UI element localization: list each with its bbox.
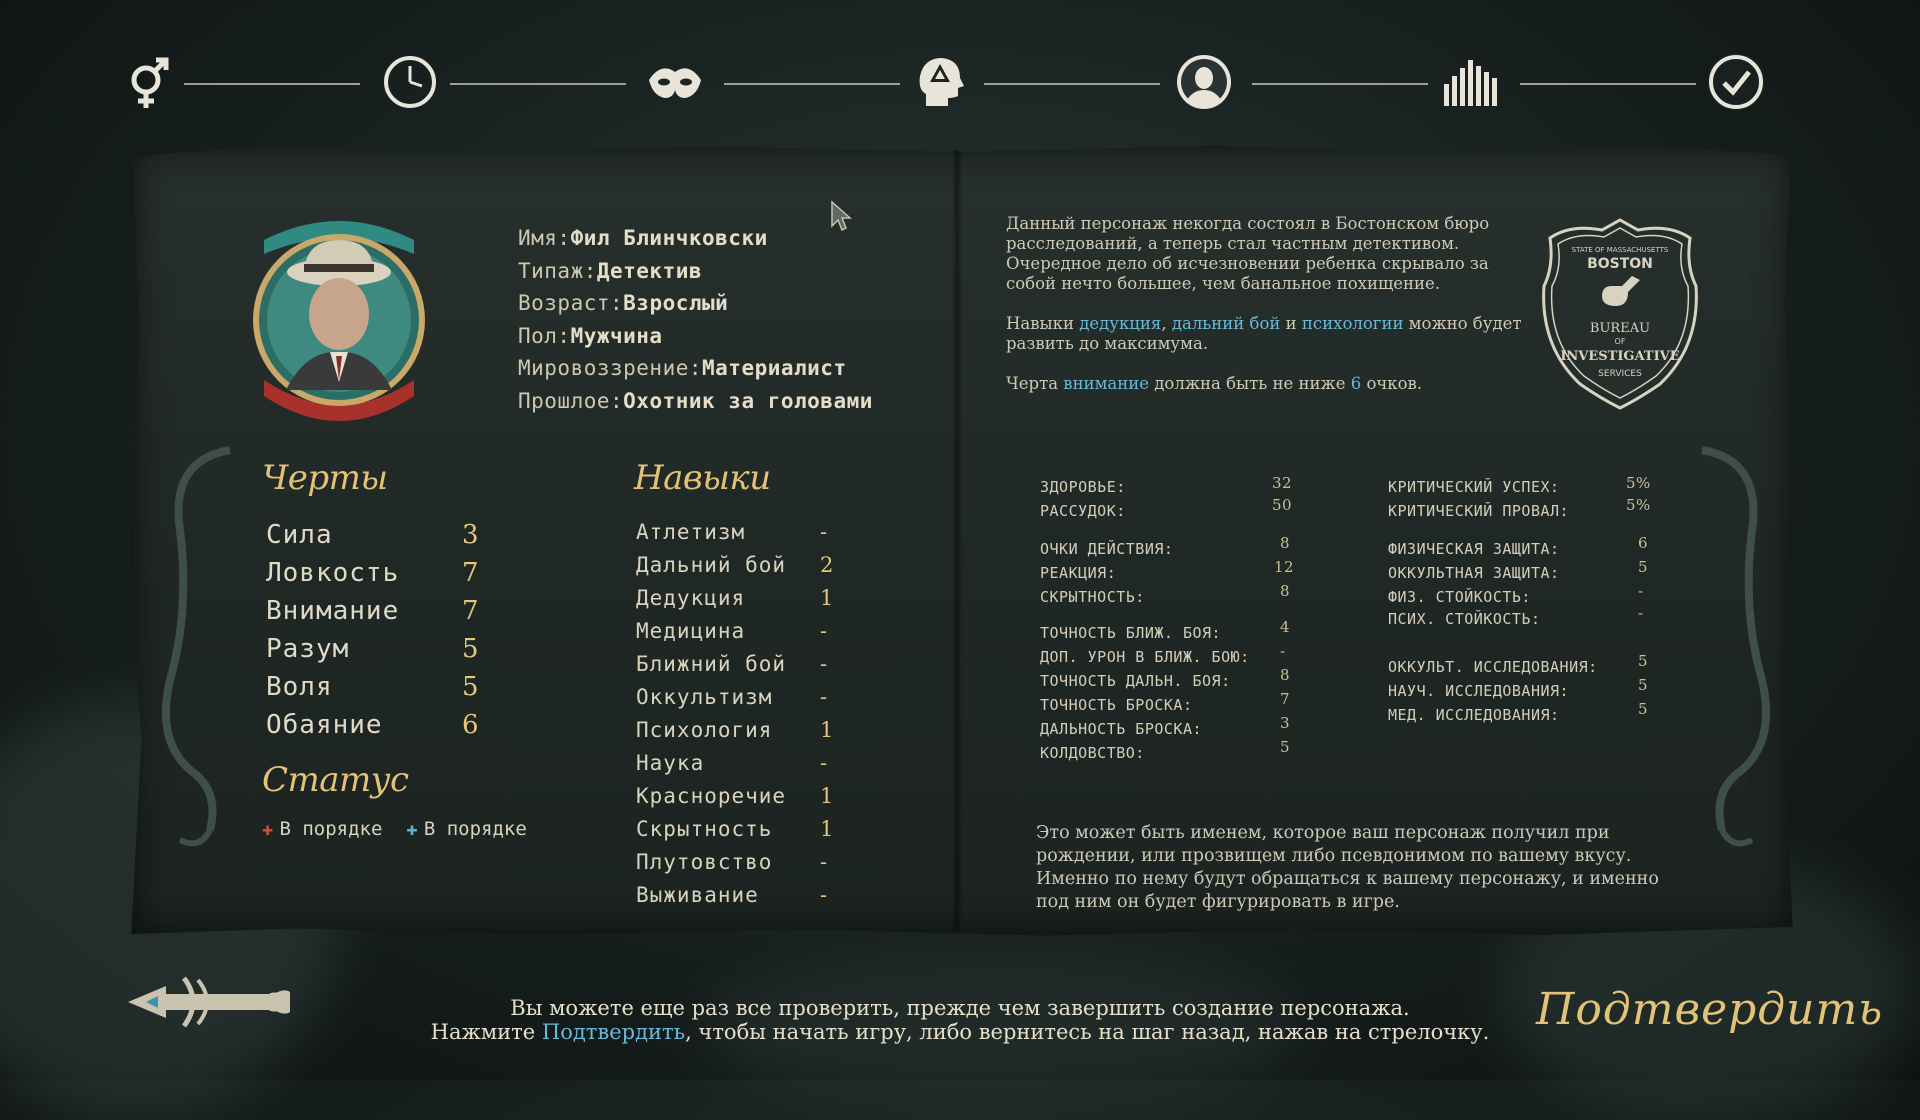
bar-chart-icon (1438, 50, 1502, 114)
step-stats[interactable] (1430, 42, 1510, 122)
step-connector (984, 83, 1160, 85)
text: можно будет развить до максимума. (1006, 314, 1522, 353)
text: , чтобы начать игру, либо вернитесь на шаг назад, нажав на стрелочку. (685, 1020, 1490, 1044)
plus-blue-icon: ✚ (406, 818, 418, 840)
trait-value: 5 (462, 634, 479, 664)
gender-icon (118, 50, 182, 114)
stat-row (1040, 496, 1293, 522)
stat-label: ФИЗ. СТОЙКОСТЬ: (1388, 588, 1531, 606)
page-fold (952, 150, 962, 930)
stat-label: ФИЗИЧЕСКАЯ ЗАЩИТА: (1388, 540, 1560, 558)
stat-value: 5 (1638, 676, 1649, 694)
stat-row (1388, 676, 1649, 702)
trait-value: 3 (462, 520, 479, 550)
stat-row (1388, 652, 1649, 678)
stat-value: 3 (1280, 714, 1291, 732)
ornament-swirl-left (150, 440, 240, 860)
skill-row (636, 713, 833, 746)
info-sex-row (518, 320, 873, 353)
text: очков. (1361, 374, 1423, 393)
step-portrait[interactable] (1164, 42, 1244, 122)
step-mind[interactable] (900, 42, 980, 122)
step-connector (450, 83, 626, 85)
trait-name: Воля (266, 672, 333, 702)
stat-value: 12 (1274, 558, 1295, 576)
name-help-text: Это может быть именем, которое ваш персонаж получил при рождении, или прозвищем либо псевдонимом по вашему вкусу. Именно по нему будут обращаться к вашему персонажу, и именно под ним он будет фигурировать в игре. (1036, 823, 1659, 912)
info-worldview-row (518, 352, 873, 385)
trait-row (266, 630, 479, 668)
skill-name: Плутовство (636, 849, 773, 874)
stat-label: ОККУЛЬТ. ИССЛЕДОВАНИЯ: (1388, 658, 1598, 676)
number-highlight: 6 (1350, 374, 1362, 393)
stat-row (1040, 558, 1295, 584)
skill-name: Оккультизм (636, 684, 773, 709)
trait-value: 5 (462, 672, 479, 702)
stat-row (1040, 618, 1291, 644)
stat-row (1040, 582, 1291, 608)
stat-label: СКРЫТНОСТЬ: (1040, 588, 1145, 606)
skill-row (636, 515, 833, 548)
step-connector (724, 83, 900, 85)
stat-value: 5% (1626, 474, 1651, 492)
trait-name: Разум (266, 634, 350, 664)
description-trait-paragraph (1006, 374, 1526, 394)
step-gender[interactable] (110, 42, 190, 122)
status-physical (262, 818, 382, 840)
skill-name: Психология (636, 717, 773, 742)
stat-label: РАССУДОК: (1040, 502, 1126, 520)
creation-step-bar (120, 42, 1800, 122)
stat-row (1040, 690, 1291, 716)
trait-row (266, 516, 479, 554)
skill-name: Красноречие (636, 783, 787, 808)
skill-row (636, 581, 833, 614)
skill-value: 1 (820, 816, 834, 841)
skill-value: - (820, 882, 828, 907)
stat-label: ДОП. УРОН В БЛИЖ. БОЮ: (1040, 648, 1250, 666)
step-connector (1520, 83, 1696, 85)
character-portrait (246, 210, 432, 424)
trait-name: Обаяние (266, 710, 383, 740)
trait-value: 7 (462, 558, 479, 588)
trait-row (266, 592, 479, 630)
skill-name: Атлетизм (636, 519, 746, 544)
skill-value: 1 (820, 783, 834, 808)
stat-row (1388, 496, 1651, 522)
stat-row (1388, 582, 1644, 608)
plus-red-icon: ✚ (262, 818, 274, 840)
stat-label: КОЛДОВСТВО: (1040, 744, 1145, 762)
character-info (518, 222, 873, 417)
ornament-swirl-right (1692, 440, 1782, 860)
stat-row (1388, 558, 1649, 584)
skill-row (636, 746, 833, 779)
skill-value: 2 (820, 552, 834, 577)
skill-value: - (820, 651, 828, 676)
clock-icon (378, 50, 442, 114)
status-mental (406, 818, 526, 840)
trait-name: Ловкость (266, 558, 400, 588)
skill-row (636, 680, 833, 713)
stat-value: 4 (1280, 618, 1291, 636)
info-age-label: Возраст: (518, 291, 624, 315)
skill-row (636, 812, 833, 845)
skill-name: Медицина (636, 618, 746, 643)
skill-row (636, 845, 833, 878)
skill-row (636, 647, 833, 680)
info-past-label: Прошлое: (518, 388, 624, 413)
skill-value: - (820, 618, 828, 643)
trait-name: Сила (266, 520, 333, 550)
stat-value: 5% (1626, 496, 1651, 514)
trait-row (266, 668, 479, 706)
person-icon (1172, 50, 1236, 114)
stat-value: 5 (1638, 652, 1649, 670)
description-paragraph: Данный персонаж некогда состоял в Бостонском бюро расследований, а теперь стал частным детективом. Очередное дело об исчезновении ребенка скрывало за собой нечто большее, чем банальное похищение. (1006, 214, 1490, 293)
skill-value: 1 (820, 585, 834, 610)
mouse-cursor-icon (830, 200, 854, 232)
skill-row (636, 779, 833, 812)
stat-value: - (1638, 582, 1644, 600)
skills-list (636, 515, 833, 911)
stat-value: 7 (1280, 690, 1291, 708)
badge-line3: BUREAU (1589, 321, 1651, 336)
confirm-link: Подтвердить (541, 1020, 686, 1044)
skill-row (636, 548, 833, 581)
mask-icon (643, 50, 707, 114)
info-worldview-value: Материалист (702, 356, 847, 380)
step-connector (1252, 83, 1428, 85)
skill-row (636, 878, 833, 911)
traits-title: Черты (262, 458, 388, 498)
status-physical-value: В порядке (279, 818, 383, 840)
info-name-value: Фил Блинчковски (570, 226, 768, 250)
text: Черта (1006, 374, 1064, 393)
stat-row (1040, 714, 1291, 740)
stat-row (1040, 534, 1291, 560)
badge-line2: BOSTON (1587, 256, 1653, 272)
info-past-value: Охотник за головами (623, 388, 873, 413)
stat-label: ЗДОРОВЬЕ: (1040, 478, 1126, 496)
stat-value: 8 (1280, 534, 1291, 552)
stat-value: 6 (1638, 534, 1649, 552)
badge-line6: SERVICES (1598, 369, 1642, 379)
stat-row (1388, 604, 1644, 630)
stat-row (1040, 666, 1291, 692)
stat-value: 8 (1280, 582, 1291, 600)
stat-row (1040, 642, 1286, 668)
stat-label: ОККУЛЬТНАЯ ЗАЩИТА: (1388, 564, 1560, 582)
stat-label: КРИТИЧЕСКИЙ УСПЕХ: (1388, 478, 1560, 496)
stat-label: КРИТИЧЕСКИЙ ПРОВАЛ: (1388, 502, 1570, 520)
stat-label: ТОЧНОСТЬ ДАЛЬН. БОЯ: (1040, 672, 1231, 690)
skills-title: Навыки (634, 458, 771, 498)
badge-line4: OF (1614, 337, 1626, 346)
status-mental-value: В порядке (423, 818, 527, 840)
stat-label: ТОЧНОСТЬ БРОСКА: (1040, 696, 1193, 714)
info-age-row (518, 287, 873, 320)
text: Нажмите (430, 1020, 542, 1044)
archetype-description (1006, 214, 1526, 414)
trait-row (266, 554, 479, 592)
stat-label: РЕАКЦИЯ: (1040, 564, 1117, 582)
stat-row (1040, 738, 1291, 764)
stat-label: НАУЧ. ИССЛЕДОВАНИЯ: (1388, 682, 1570, 700)
text: , (1161, 314, 1172, 333)
traits-list (266, 516, 479, 744)
trait-name: Внимание (266, 596, 400, 626)
stat-value: 50 (1272, 496, 1293, 514)
skill-value: - (820, 519, 828, 544)
info-worldview-label: Мировоззрение: (518, 356, 703, 380)
status-title: Статус (262, 760, 409, 800)
skill-name: Дальний бой (636, 552, 787, 577)
stat-label: ОЧКИ ДЕЙСТВИЯ: (1040, 540, 1174, 558)
skill-value: - (820, 750, 828, 775)
skill-row (636, 614, 833, 647)
trait-value: 6 (462, 710, 479, 740)
info-type-value: Детектив (596, 258, 703, 283)
info-sex-value: Мужчина (570, 323, 663, 348)
stat-label: ДАЛЬНОСТЬ БРОСКА: (1040, 720, 1203, 738)
trait-value: 7 (462, 596, 479, 626)
stat-value: 32 (1272, 474, 1293, 492)
skill-highlight: дедукция (1079, 314, 1162, 333)
skill-name: Дедукция (636, 585, 746, 610)
badge-line1: STATE OF MASSACHUSETTS (1571, 246, 1669, 254)
info-name-label: Имя: (518, 226, 571, 250)
head-icon (908, 50, 972, 114)
step-connector (184, 83, 360, 85)
status-block (262, 818, 527, 840)
info-past-row (518, 385, 873, 418)
skill-value: - (820, 849, 828, 874)
stat-label: МЕД. ИССЛЕДОВАНИЯ: (1388, 706, 1560, 724)
stat-value: 5 (1638, 558, 1649, 576)
stat-value: - (1638, 604, 1644, 622)
text: и (1280, 314, 1302, 333)
info-name-row (518, 222, 873, 255)
step-age[interactable] (370, 42, 450, 122)
stat-row (1388, 534, 1649, 560)
footer-line1: Вы можете еще раз все проверить, прежде чем завершить создание персонажа. (510, 996, 1410, 1020)
stat-label: ПСИХ. СТОЙКОСТЬ: (1388, 610, 1541, 628)
trait-highlight: внимание (1063, 374, 1150, 393)
stat-row (1388, 700, 1649, 726)
skill-name: Ближний бой (636, 651, 787, 676)
info-sex-label: Пол: (518, 323, 571, 348)
description-skills-paragraph (1006, 314, 1526, 354)
skill-name: Наука (636, 750, 705, 775)
skill-value: 1 (820, 717, 834, 742)
info-type-row (518, 255, 873, 288)
stat-value: - (1280, 642, 1286, 660)
skill-name: Скрытность (636, 816, 773, 841)
step-confirm[interactable] (1696, 42, 1776, 122)
boston-bureau-badge (1540, 216, 1700, 412)
skill-highlight: психологии (1301, 314, 1404, 333)
stat-label: ТОЧНОСТЬ БЛИЖ. БОЯ: (1040, 624, 1222, 642)
step-archetype[interactable] (635, 42, 715, 122)
trait-row (266, 706, 479, 744)
skill-value: - (820, 684, 828, 709)
text: Навыки (1006, 314, 1080, 333)
stat-row (1388, 474, 1651, 498)
stat-row (1040, 474, 1293, 498)
stat-value: 8 (1280, 666, 1291, 684)
info-age-value: Взрослый (623, 291, 729, 315)
skill-highlight: дальний бой (1171, 314, 1281, 333)
text: должна быть не ниже (1149, 374, 1351, 393)
info-type-label: Типаж: (518, 258, 597, 283)
stat-value: 5 (1638, 700, 1649, 718)
confirm-button[interactable]: Подтвердить (1536, 984, 1884, 1035)
badge-line5: INVESTIGATIVE (1560, 349, 1680, 364)
skill-name: Выживание (636, 882, 759, 907)
stat-value: 5 (1280, 738, 1291, 756)
checkmark-icon (1704, 50, 1768, 114)
